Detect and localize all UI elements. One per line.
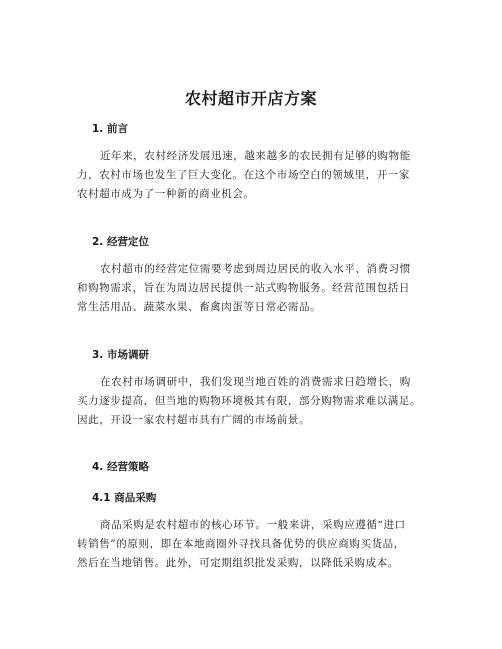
section-heading-preface: 1. 前言 bbox=[92, 123, 128, 135]
paragraph-line: 农村超市的经营定位需要考虑到周边居民的收入水平、消费习惯 bbox=[100, 263, 411, 275]
paragraph-line: 常生活用品、蔬菜水果、畜禽肉蛋等日常必需品。 bbox=[77, 301, 322, 313]
section-heading-procurement: 4.1 商品采购 bbox=[92, 492, 157, 504]
section-heading-strategy: 4. 经营策略 bbox=[92, 461, 149, 473]
section-paragraph-positioning bbox=[77, 260, 437, 317]
section-paragraph-market-research bbox=[77, 373, 437, 430]
section-heading-positioning: 2. 经营定位 bbox=[92, 236, 149, 248]
paragraph-line: 转销售”的原则，即在本地商圈外寻找具备优势的供应商购买货品， bbox=[77, 538, 405, 550]
paragraph-line: 因此，开设一家农村超市具有广阔的市场前景。 bbox=[77, 414, 311, 426]
paragraph-line: 和购物需求，旨在为周边居民提供一站式购物服务。经营范围包括日 bbox=[77, 282, 410, 294]
paragraph-line: 力，农村市场也发生了巨大变化。在这个市场空白的领域里，开一家 bbox=[77, 169, 410, 181]
paragraph-line: 近年来，农村经济发展迅速，越来越多的农民拥有足够的购物能 bbox=[100, 150, 411, 162]
section-paragraph-preface bbox=[77, 147, 437, 204]
document-title: 农村超市开店方案 bbox=[184, 89, 317, 108]
section-heading-market-research: 3. 市场调研 bbox=[92, 349, 149, 361]
paragraph-line: 在农村市场调研中，我们发现当地百姓的消费需求日趋增长，购 bbox=[100, 376, 411, 388]
paragraph-line: 商品采购是农村超市的核心环节。一般来讲，采购应遵循“进口 bbox=[100, 519, 406, 531]
paragraph-line: 然后在当地销售。此外，可定期组织批发采购，以降低采购成本。 bbox=[77, 557, 399, 569]
paragraph-line: 农村超市成为了一种新的商业机会。 bbox=[77, 188, 255, 200]
paragraph-line: 买力逐步提高，但当地的购物环境极其有限，部分购物需求难以满足。 bbox=[77, 395, 422, 407]
section-paragraph-procurement bbox=[77, 516, 437, 573]
